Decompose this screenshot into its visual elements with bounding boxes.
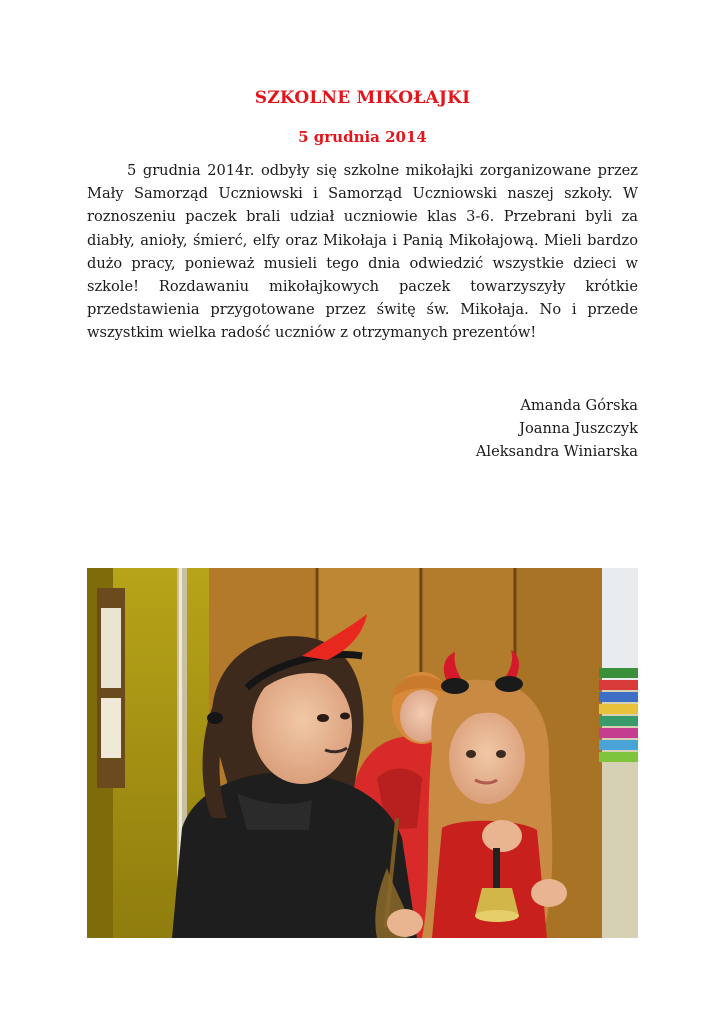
article-title: SZKOLNE MIKOŁAJKI: [254, 88, 471, 108]
article-date: 5 grudnia 2014: [298, 128, 427, 146]
author-name: Amanda Górska: [520, 397, 638, 414]
event-photo: [87, 568, 638, 938]
article-paragraph: 5 grudnia 2014r. odbyły się szkolne mikołajki zorganizowane przez Mały Samorząd Uczniowski i Samorząd Uczniowski naszej szkoły. W roznoszeniu paczek brali udział uczniowie klas 3-6. Przebrani byli za diabły, anioły, śmierć, elfy oraz Mikołaja i Panią Mikołajową. Mieli bardzo dużo pracy, ponieważ musieli tego dnia odwiedzić wszystkie dzieci w szkole! Rozdawaniu mikołajkowych paczek towarzyszyły krótkie przedstawienia przygotowane przez świtę św. Mikołaja. No i przede wszystkim wielka radość uczniów z otrzymanych prezentów!: [87, 162, 638, 342]
signatures: [476, 394, 638, 464]
author-name: Joanna Juszczyk: [519, 420, 638, 438]
author-name: Aleksandra Winiarska: [475, 443, 638, 461]
event-photo-illustration: [87, 568, 638, 938]
